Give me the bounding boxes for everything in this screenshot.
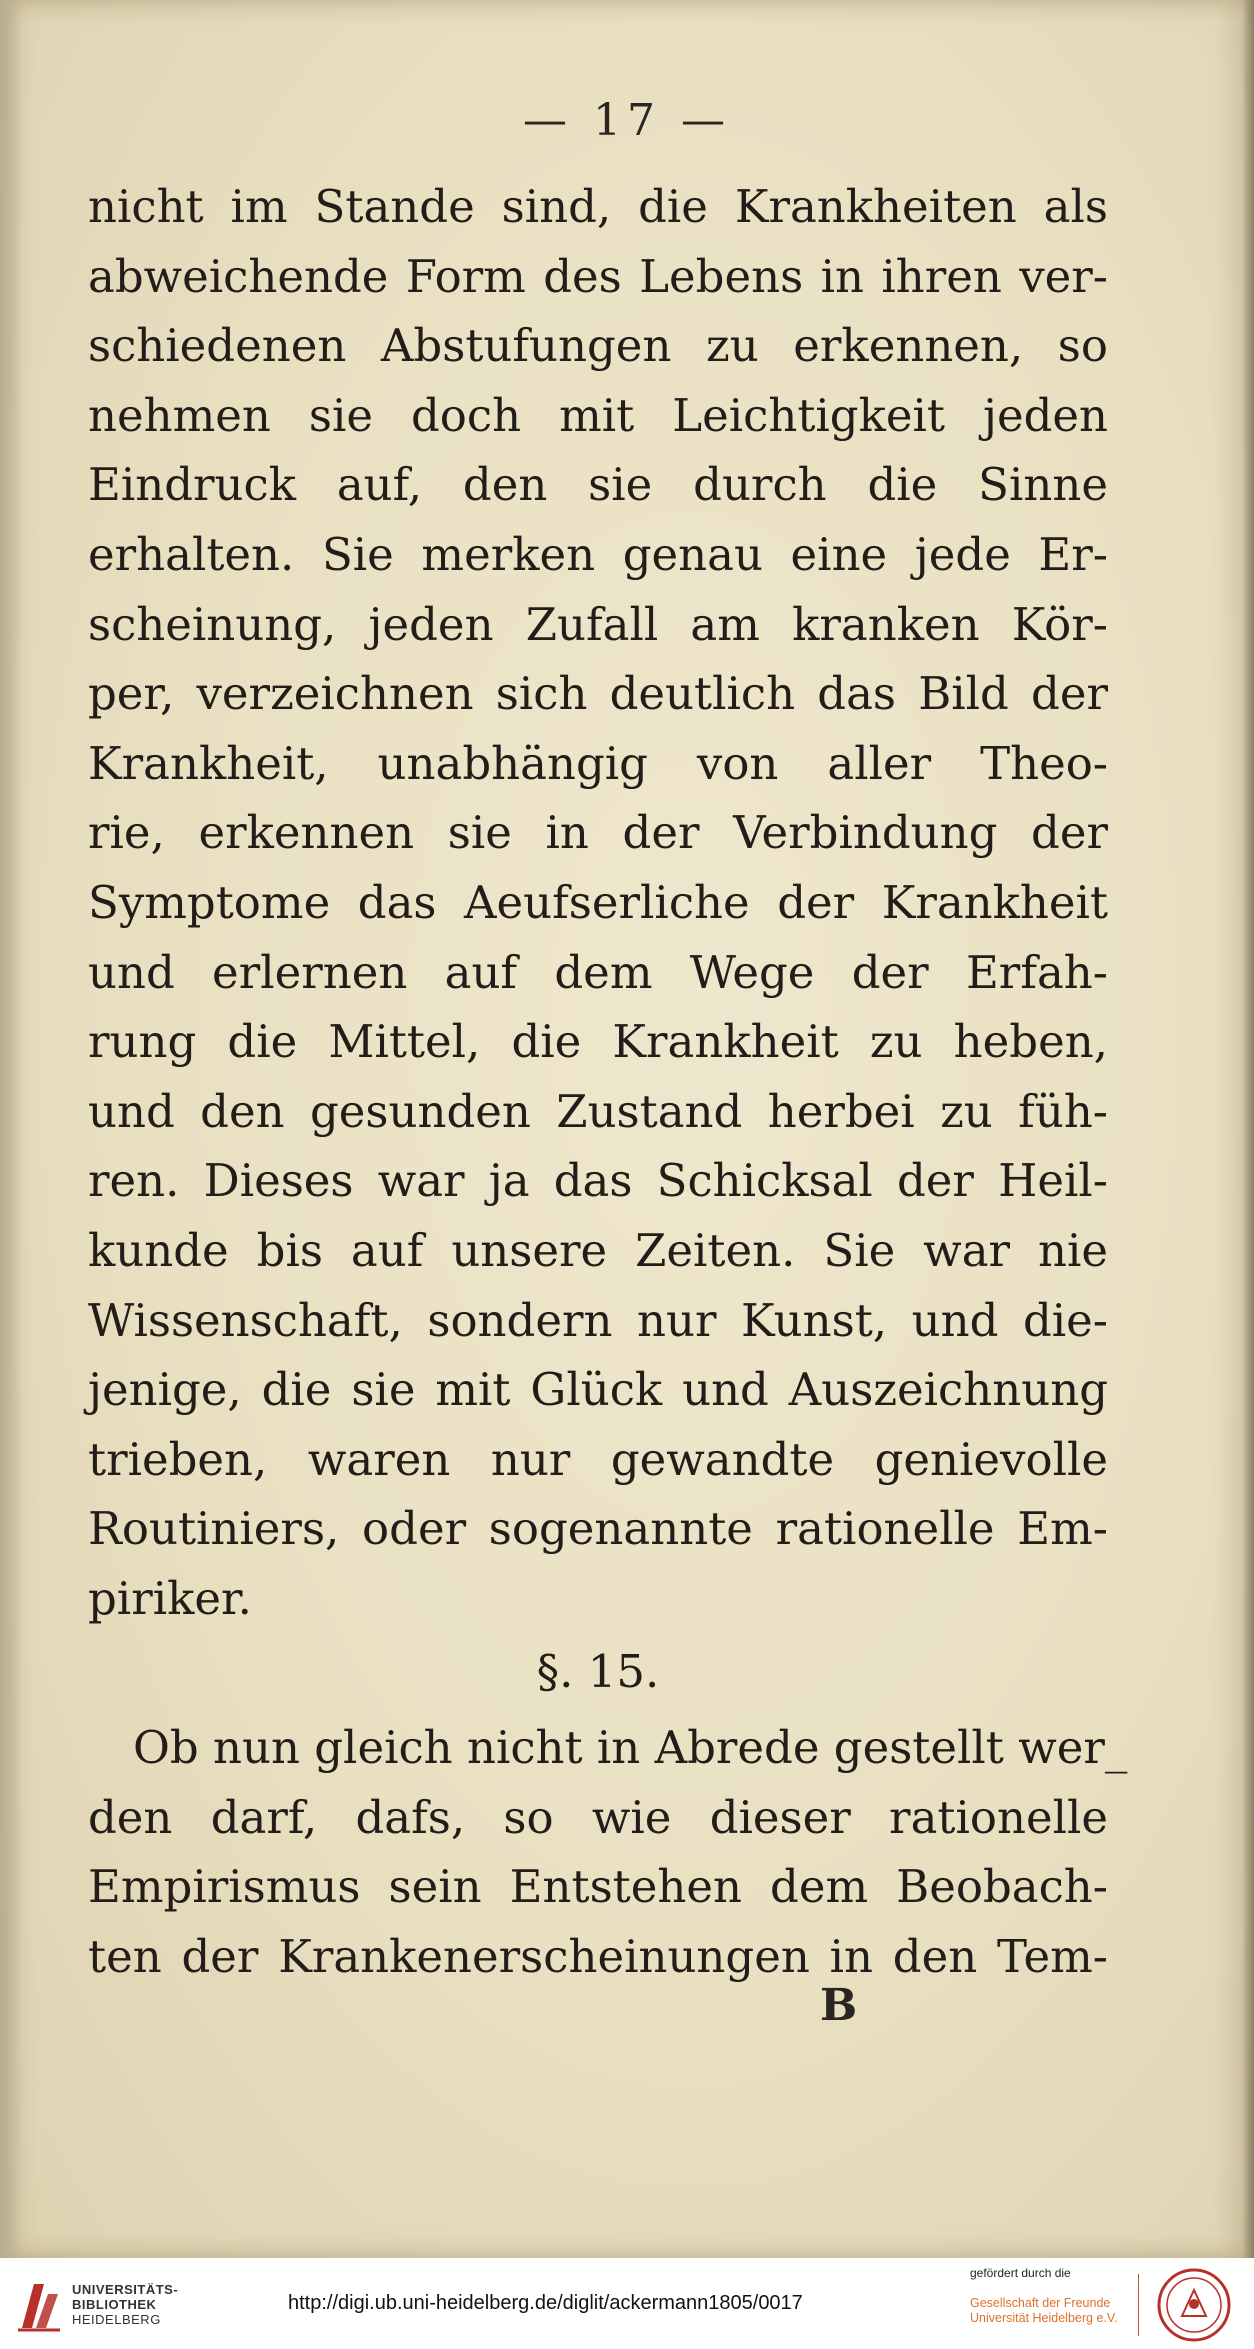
library-name: UNIVERSITÄTS- BIBLIOTHEK HEIDELBERG	[72, 2282, 179, 2327]
text-line: ren. Dieses war ja das Schicksal der Heil-	[88, 1154, 1108, 1208]
sponsor-name: Gesellschaft der Freunde Universität Heidelberg e.V.	[970, 2296, 1118, 2325]
text-line: rung die Mittel, die Krankheit zu heben,	[88, 1015, 1108, 1069]
text-line: schiedenen Abstufungen zu erkennen, so	[88, 319, 1108, 373]
text-line: per, verzeichnen sich deutlich das Bild der	[88, 667, 1108, 721]
text-line: Wissenschaft, sondern nur Kunst, und die-	[88, 1293, 1108, 1347]
permalink-url[interactable]: http://digi.ub.uni-heidelberg.de/diglit/ackermann1805/0017	[288, 2292, 803, 2314]
text-line: Empirismus sein Entstehen dem Beobach-	[88, 1860, 1108, 1914]
text-line: ten der Krankenerscheinungen in den Tem-	[88, 1929, 1108, 1983]
footer-divider	[1138, 2274, 1139, 2336]
text-line: Symptome das Aeufserliche der Krankheit	[88, 875, 1108, 929]
sponsor-label: gefördert durch die	[970, 2266, 1071, 2280]
library-logo-icon	[14, 2278, 64, 2334]
text-line: nehmen sie doch mit Leichtigkeit jeden	[88, 388, 1108, 442]
text-line: jenige, die sie mit Glück und Auszeichnung	[88, 1363, 1108, 1417]
text-line: piriker.	[88, 1571, 252, 1625]
text-line: den darf, dafs, so wie dieser rationelle	[88, 1790, 1108, 1844]
text-line: und den gesunden Zustand herbei zu füh-	[88, 1084, 1108, 1138]
body-text	[88, 172, 1128, 1991]
text-line: scheinung, jeden Zufall am kranken Kör-	[88, 597, 1108, 651]
text-line: Krankheit, unabhängig von aller Theo-	[88, 736, 1108, 790]
digitization-footer	[0, 2258, 1254, 2349]
text-line: nicht im Stande sind, die Krankheiten als	[88, 180, 1108, 233]
signature-mark: B	[820, 1980, 858, 2031]
text-line: Ob nun gleich nicht in Abrede gestellt wer_	[133, 1721, 1128, 1775]
text-line: kunde bis auf unsere Zeiten. Sie war nie	[88, 1223, 1108, 1277]
text-line: erhalten. Sie merken genau eine jede Er-	[88, 527, 1108, 581]
sponsor-block	[970, 2266, 1140, 2326]
text-line: und erlernen auf dem Wege der Erfah-	[88, 945, 1108, 999]
text-line: Routiniers, oder sogenannte rationelle Em-	[88, 1502, 1108, 1556]
section-heading: §. 15.	[536, 1645, 660, 1699]
university-seal-icon	[1152, 2266, 1236, 2344]
page-number-header: — 17 —	[523, 95, 731, 146]
text-line: abweichende Form des Lebens in ihren ver-	[88, 249, 1108, 303]
text-line: Eindruck auf, den sie durch die Sinne	[88, 458, 1108, 512]
text-line: trieben, waren nur gewandte genievolle	[88, 1432, 1108, 1486]
text-line: rie, erkennen sie in der Verbindung der	[88, 806, 1108, 860]
